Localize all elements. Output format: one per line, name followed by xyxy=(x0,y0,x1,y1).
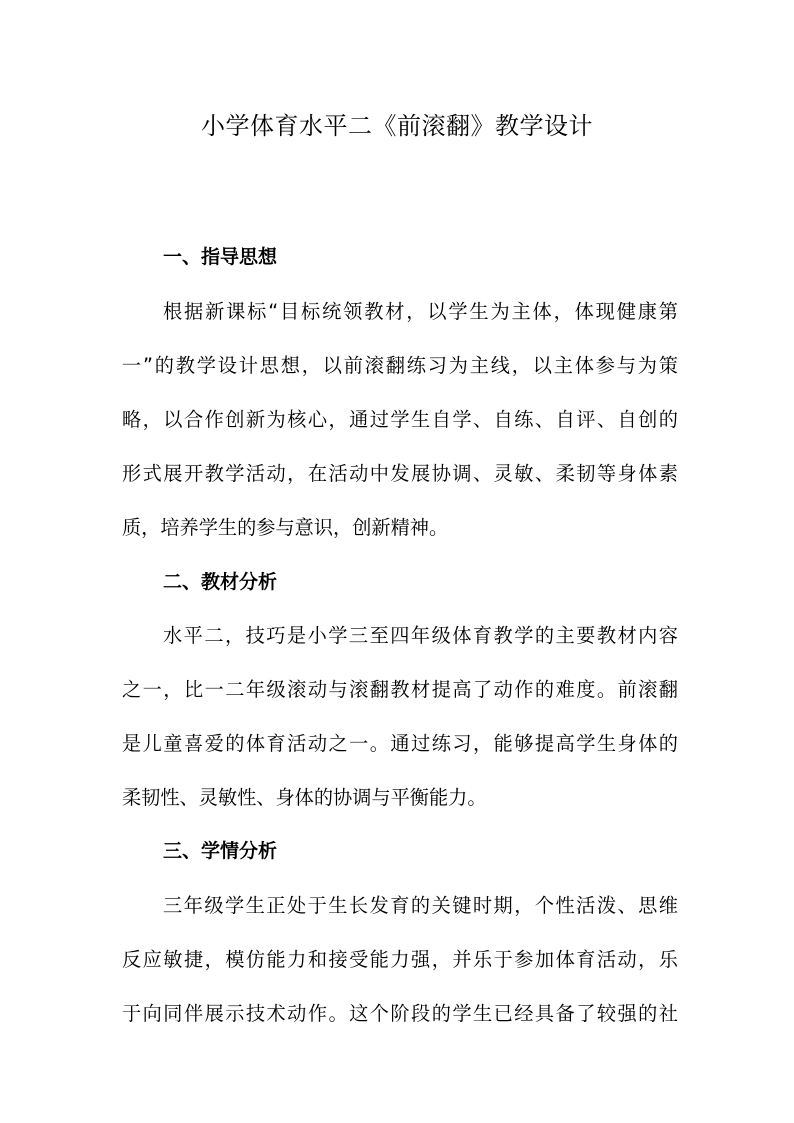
paragraph-line: 水平二，技巧是小学三至四年级体育教学的主要教材内容 xyxy=(163,624,678,647)
section-paragraph-student-analysis xyxy=(122,879,678,1041)
paragraph-line: 一”的教学设计思想，以前滚翻练习为主线，以主体参与为策 xyxy=(122,354,678,377)
paragraph-line: 柔韧性、灵敏性、身体的协调与平衡能力。 xyxy=(122,786,487,809)
paragraph-line: 质，培养学生的参与意识，创新精神。 xyxy=(122,516,449,539)
paragraph-line: 略，以合作创新为核心，通过学生自学、自练、自评、自创的 xyxy=(122,408,678,431)
paragraph-line: 形式展开教学活动，在活动中发展协调、灵敏、柔韧等身体素 xyxy=(122,462,678,485)
paragraph-line: 于向同伴展示技术动作。这个阶段的学生已经具备了较强的社 xyxy=(122,1002,678,1025)
section-paragraph-guiding-thought xyxy=(122,285,678,555)
document-title: 小学体育水平二《前滚翻》教学设计 xyxy=(201,112,593,140)
paragraph-line: 根据新课标“目标统领教材，以学生为主体，体现健康第 xyxy=(163,300,678,323)
paragraph-line: 三年级学生正处于生长发育的关键时期，个性活泼、思维 xyxy=(163,894,678,917)
section-heading-guiding-thought: 一、指导思想 xyxy=(163,246,278,268)
section-paragraph-material-analysis xyxy=(122,609,678,825)
section-heading-student-analysis: 三、学情分析 xyxy=(163,840,278,862)
paragraph-line: 之一，比一二年级滚动与滚翻教材提高了动作的难度。前滚翻 xyxy=(122,678,678,701)
paragraph-line: 反应敏捷，模仿能力和接受能力强，并乐于参加体育活动，乐 xyxy=(122,948,678,971)
paragraph-line: 是儿童喜爱的体育活动之一。通过练习，能够提高学生身体的 xyxy=(122,732,678,755)
section-heading-material-analysis: 二、教材分析 xyxy=(163,571,278,593)
